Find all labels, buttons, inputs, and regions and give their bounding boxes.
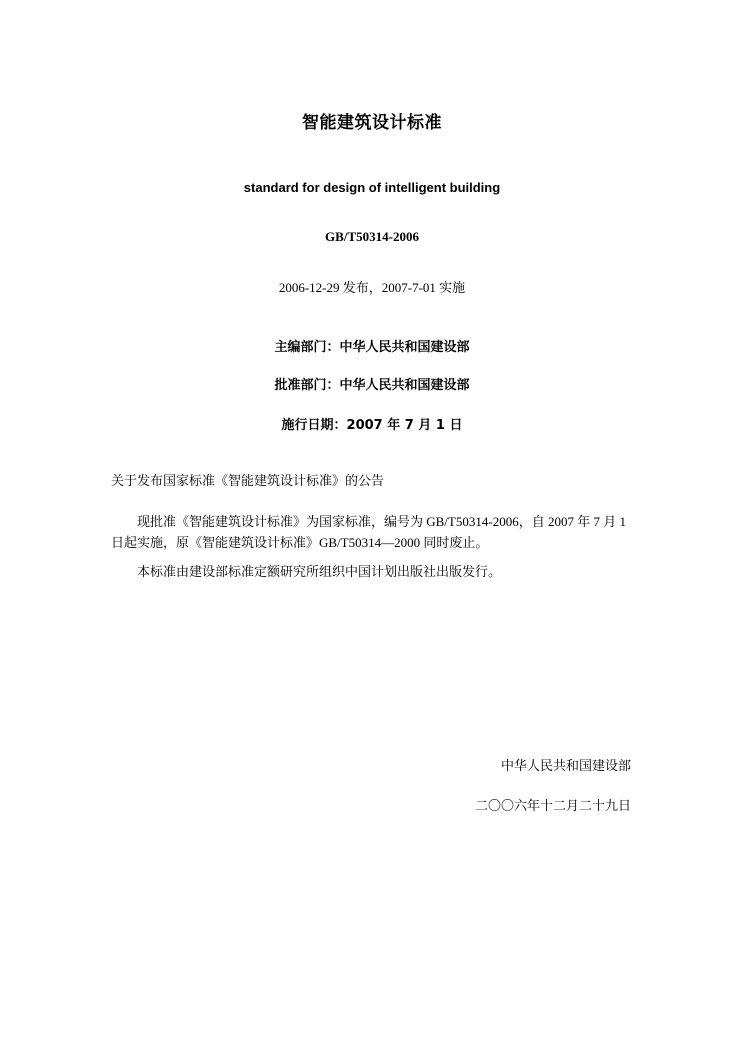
editor-department: 主编部门：中华人民共和国建设部 xyxy=(274,340,470,355)
notice-paragraph-2: 本标准由建设部标准定额研究所组织中国计划出版社出版发行。 xyxy=(137,564,502,579)
signature-organization: 中华人民共和国建设部 xyxy=(500,758,631,773)
approval-department: 批准部门：中华人民共和国建设部 xyxy=(274,378,470,393)
english-title: standard for design of intelligent building xyxy=(243,180,501,195)
notice-title: 关于发布国家标准《智能建筑设计标准》的公告 xyxy=(111,473,385,488)
notice-paragraph-1: 现批准《智能建筑设计标准》为国家标准，编号为 GB/T50314-2006，自 2007 年 7 月 1 日起实施，原《智能建筑设计标准》GB/T50314—2000 同时废止。 xyxy=(111,514,626,550)
standard-code: GB/T50314-2006 xyxy=(325,229,419,244)
effective-date: 施行日期：2007 年 7 月 1 日 xyxy=(281,418,463,433)
document-title: 智能建筑设计标准 xyxy=(302,113,442,133)
issue-dates: 2006-12-29 发布，2007-7-01 实施 xyxy=(278,280,466,295)
signature-date: 二〇〇六年十二月二十九日 xyxy=(474,798,631,813)
